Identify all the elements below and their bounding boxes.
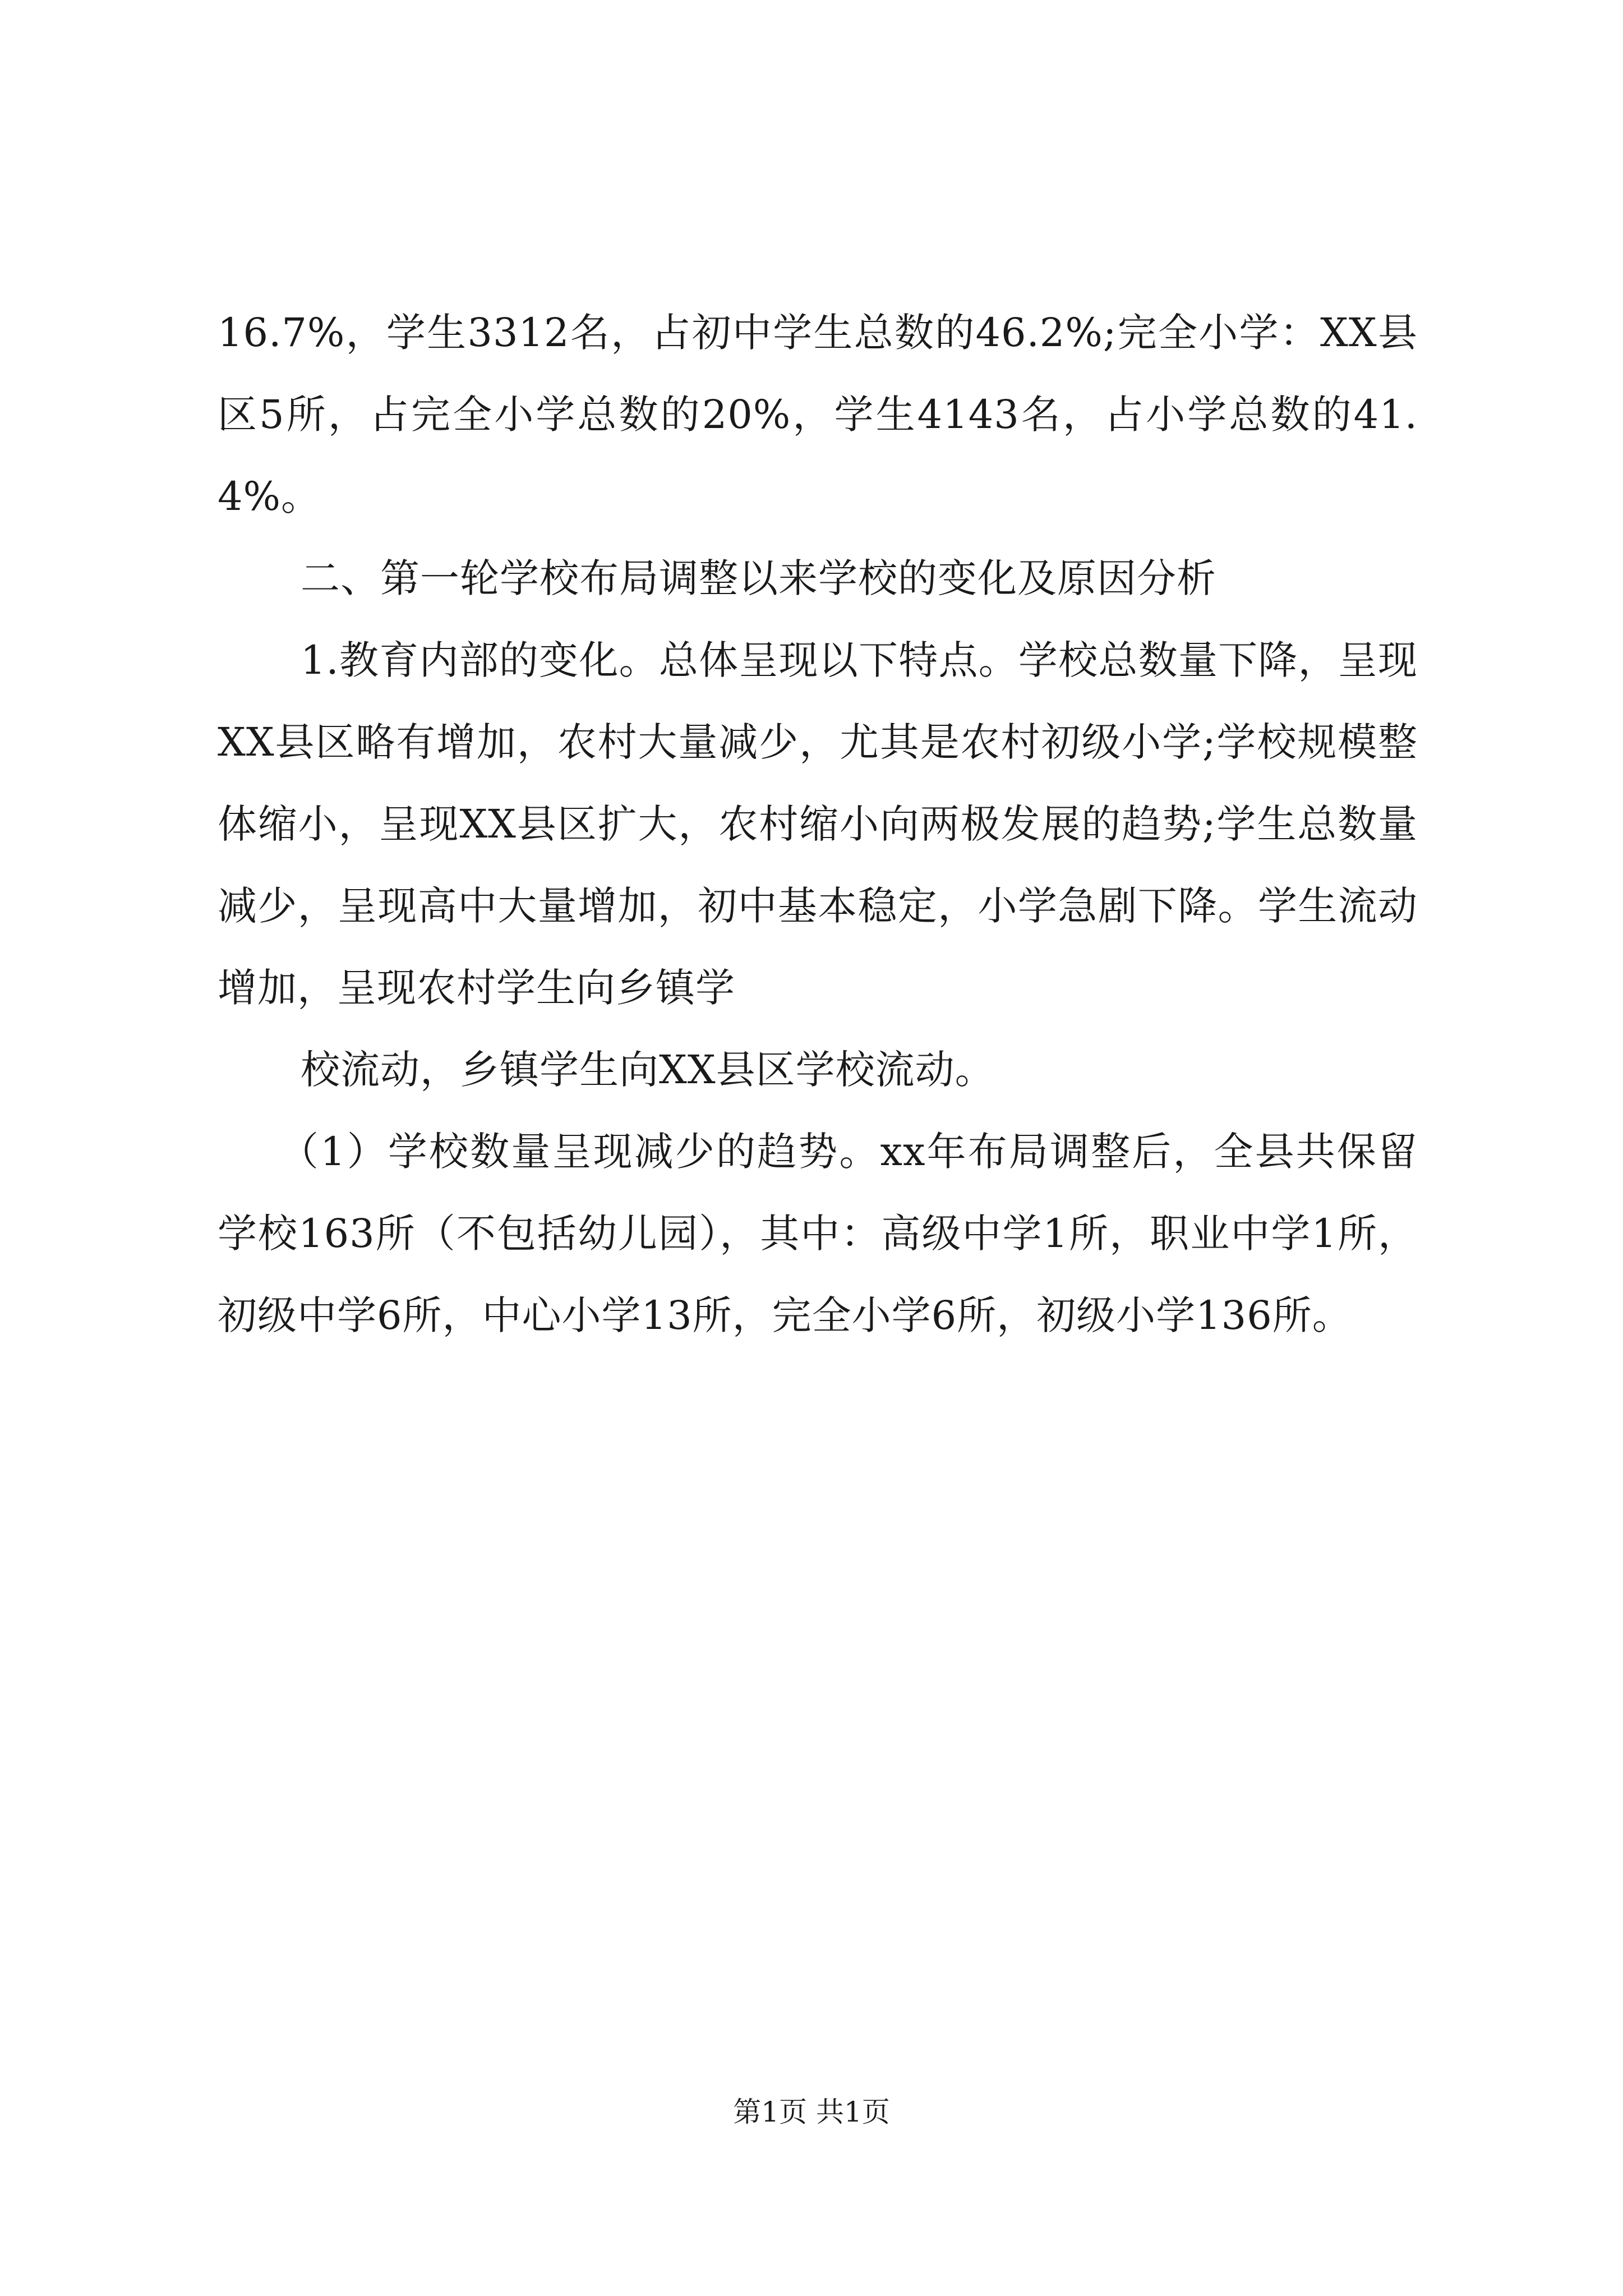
section-heading-two: 二、第一轮学校布局调整以来学校的变化及原因分析	[301, 555, 1216, 601]
paragraph-education-changes: 1.教育内部的变化。总体呈现以下特点。学校总数量下降，呈现XX县区略有增加，农村大量减少，尤其是农村初级小学;学校规模整体缩小，呈现XX县区扩大，农村缩小向两极发展的趋势;学生总数量减少，呈现高中大量增加，初中基本稳定，小学急剧下降。学生流动增加，呈现农村学生向乡镇学	[218, 637, 1418, 1011]
document-body	[218, 292, 1418, 1356]
paragraph-school-count: （1）学校数量呈现减少的趋势。xx年布局调整后，全县共保留学校163所（不包括幼儿园），其中：高级中学1所，职业中学1所，初级中学6所，中心小学13所，完全小学6所，初级小学136所。	[218, 1129, 1418, 1338]
paragraph-school-flow: 校流动，乡镇学生向XX县区学校流动。	[301, 1047, 995, 1093]
page-footer: 第1页 共1页	[733, 2096, 890, 2128]
paragraph-stats-continuation: 16.7%，学生3312名，占初中学生总数的46.2%;完全小学：XX县区5所，占完全小学总数的20%，学生4143名，占小学总数的41.4%。	[218, 310, 1418, 519]
